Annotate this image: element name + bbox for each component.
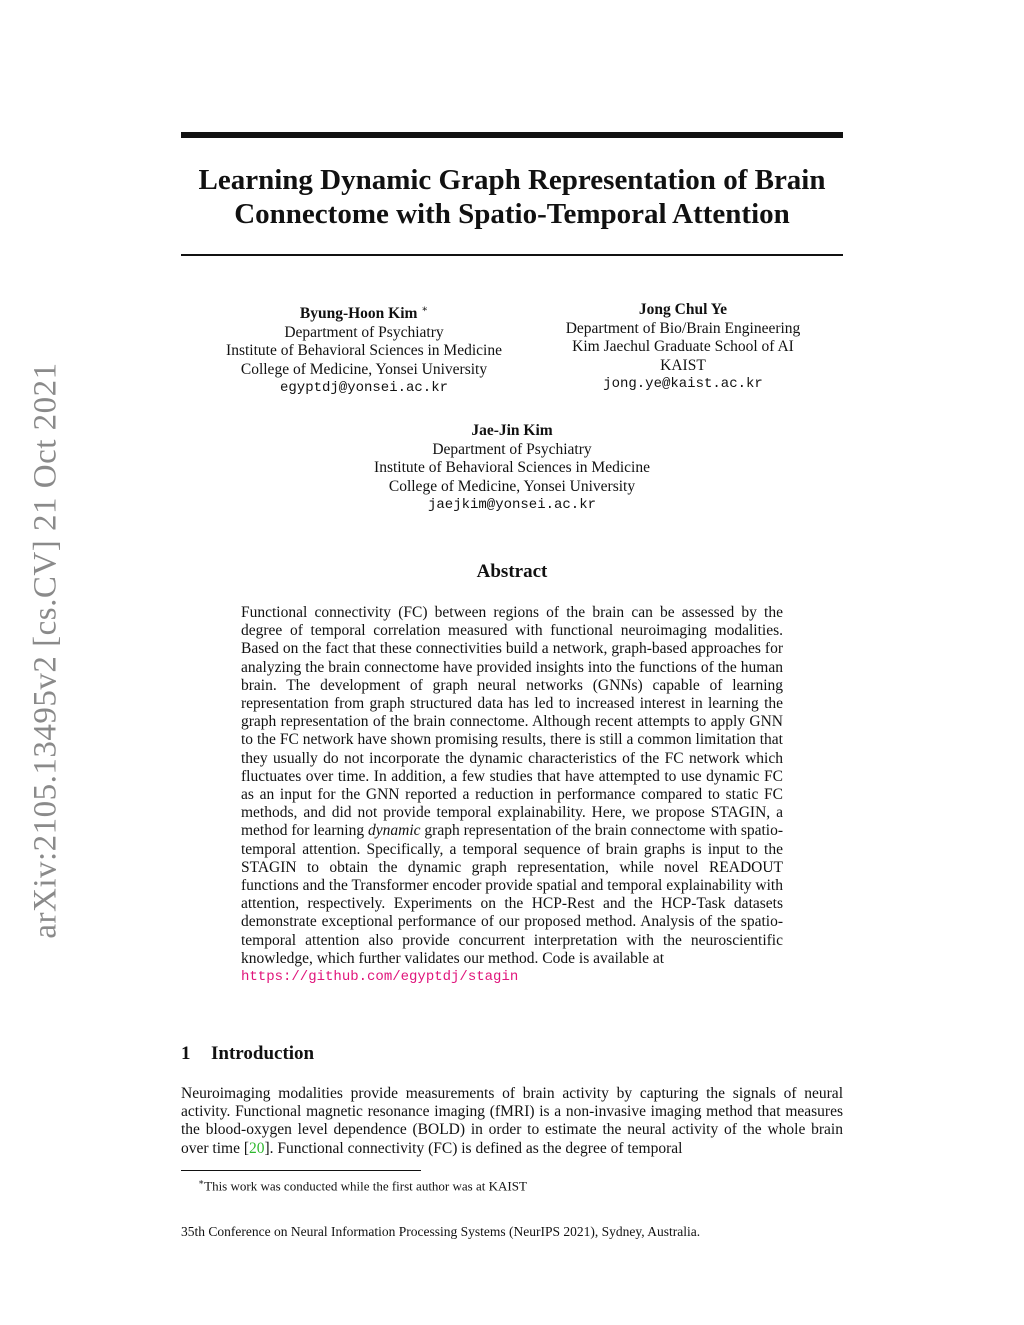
citation-link[interactable]: 20 <box>249 1139 265 1157</box>
introduction-paragraph: Neuroimaging modalities provide measurements of brain activity by capturing the signals of neural activity. Functional magnetic resonance imaging (fMRI) is a non-invasive imaging method that measures the blood-oxygen level dependence (BOLD) in order to estimate the neural activity of the whole brain over time [20]. Functional connectivity (FC) is defined as the degree of temporal <box>181 1085 843 1157</box>
emphasis-dynamic: dynamic <box>368 822 421 840</box>
author-block-1 <box>196 301 532 398</box>
venue-footer: 35th Conference on Neural Information Processing Systems (NeurIPS 2021), Sydney, Australia. <box>181 1224 701 1239</box>
author-name: Byung-Hoon Kim ∗ <box>299 304 429 323</box>
author-block-3 <box>352 422 672 515</box>
title-line-1: Learning Dynamic Graph Representation of Brain <box>198 164 826 196</box>
author-affiliation: College of Medicine, Yonsei University <box>240 360 488 378</box>
title-rule-bottom <box>181 254 843 256</box>
title-line-2: Connectome with Spatio-Temporal Attention <box>234 198 790 230</box>
footnote <box>198 1174 527 1194</box>
author-affiliation: Department of Psychiatry <box>432 440 592 458</box>
section-heading-introduction <box>181 1043 314 1065</box>
author-affiliation: KAIST <box>660 356 706 374</box>
author-affiliation: Department of Bio/Brain Engineering <box>565 319 801 337</box>
author-affiliation: Institute of Behavioral Sciences in Medicine <box>374 459 650 476</box>
footnote-mark: ∗ <box>198 1177 205 1187</box>
title-rule-top <box>181 132 843 138</box>
author-affiliation: Kim Jaechul Graduate School of AI <box>572 338 794 355</box>
abstract-paragraph: Functional connectivity (FC) between regions of the brain can be assessed by the degree of temporal correlation measured with functional neuroimaging modalities. Based on the fact that these connectivities build a network, graph-based approaches for analyzing the brain connectome have provided insights into the functions of the human brain. The development of graph neural networks (GNNs) capable of learning representation from graph structured data has led to increased interest in learning the graph representation of the brain connectome. Although recent attempts to apply GNN to the FC network have shown promising results, there is still a common limitation that they usually do not incorporate the dynamic characteristics of the FC network which fluctuates over time. In addition, a few studies that have attempted to use dynamic FC as an input for the GNN reported a reduction in performance compared to static FC methods, and did not provide temporal explainability. Here, we propose STAGIN, a method for learning dynamic graph representation of the brain connectome with spatio-temporal attention. Specifically, a temporal sequence of brain graphs is input to the STAGIN to obtain the dynamic graph representation, while novel READOUT functions and the Transformer encoder provide spatial and temporal explainability with attention, respectively. Experiments on the HCP-Rest and the HCP-Task datasets demonstrate exceptional performance of our proposed method. Analysis of the spatio-temporal attention also provide concurrent interpretation with the neuroscientific knowledge, which further validates our method. Code is available at <box>241 604 784 967</box>
author-block-2 <box>543 301 823 394</box>
paper-title <box>181 163 843 231</box>
footnote-rule <box>181 1170 421 1171</box>
author-email: jong.ye@kaist.ac.kr <box>603 376 763 392</box>
section-title: Introduction <box>211 1043 315 1064</box>
author-affiliation: Institute of Behavioral Sciences in Medicine <box>226 342 502 360</box>
author-name: Jae-Jin Kim <box>471 422 553 439</box>
author-affiliation: Department of Psychiatry <box>284 323 444 341</box>
author-email: egyptdj@yonsei.ac.kr <box>279 380 449 397</box>
author-email: jaejkim@yonsei.ac.kr <box>427 497 597 513</box>
footnote-text: This work was conducted while the first author was at KAIST <box>204 1178 527 1194</box>
author-affiliation: College of Medicine, Yonsei University <box>388 477 636 495</box>
arxiv-sidebar <box>22 355 70 945</box>
author-name: Jong Chul Ye <box>638 301 728 318</box>
abstract-heading: Abstract <box>476 561 548 582</box>
abstract-body <box>241 604 783 986</box>
section-number: 1 <box>181 1043 191 1064</box>
code-link[interactable]: https://github.com/egyptdj/stagin <box>241 969 519 986</box>
author-footnote-mark: ∗ <box>421 304 429 315</box>
arxiv-identifier: arXiv:2105.13495v2 [cs.CV] 21 Oct 2021 <box>27 361 64 939</box>
